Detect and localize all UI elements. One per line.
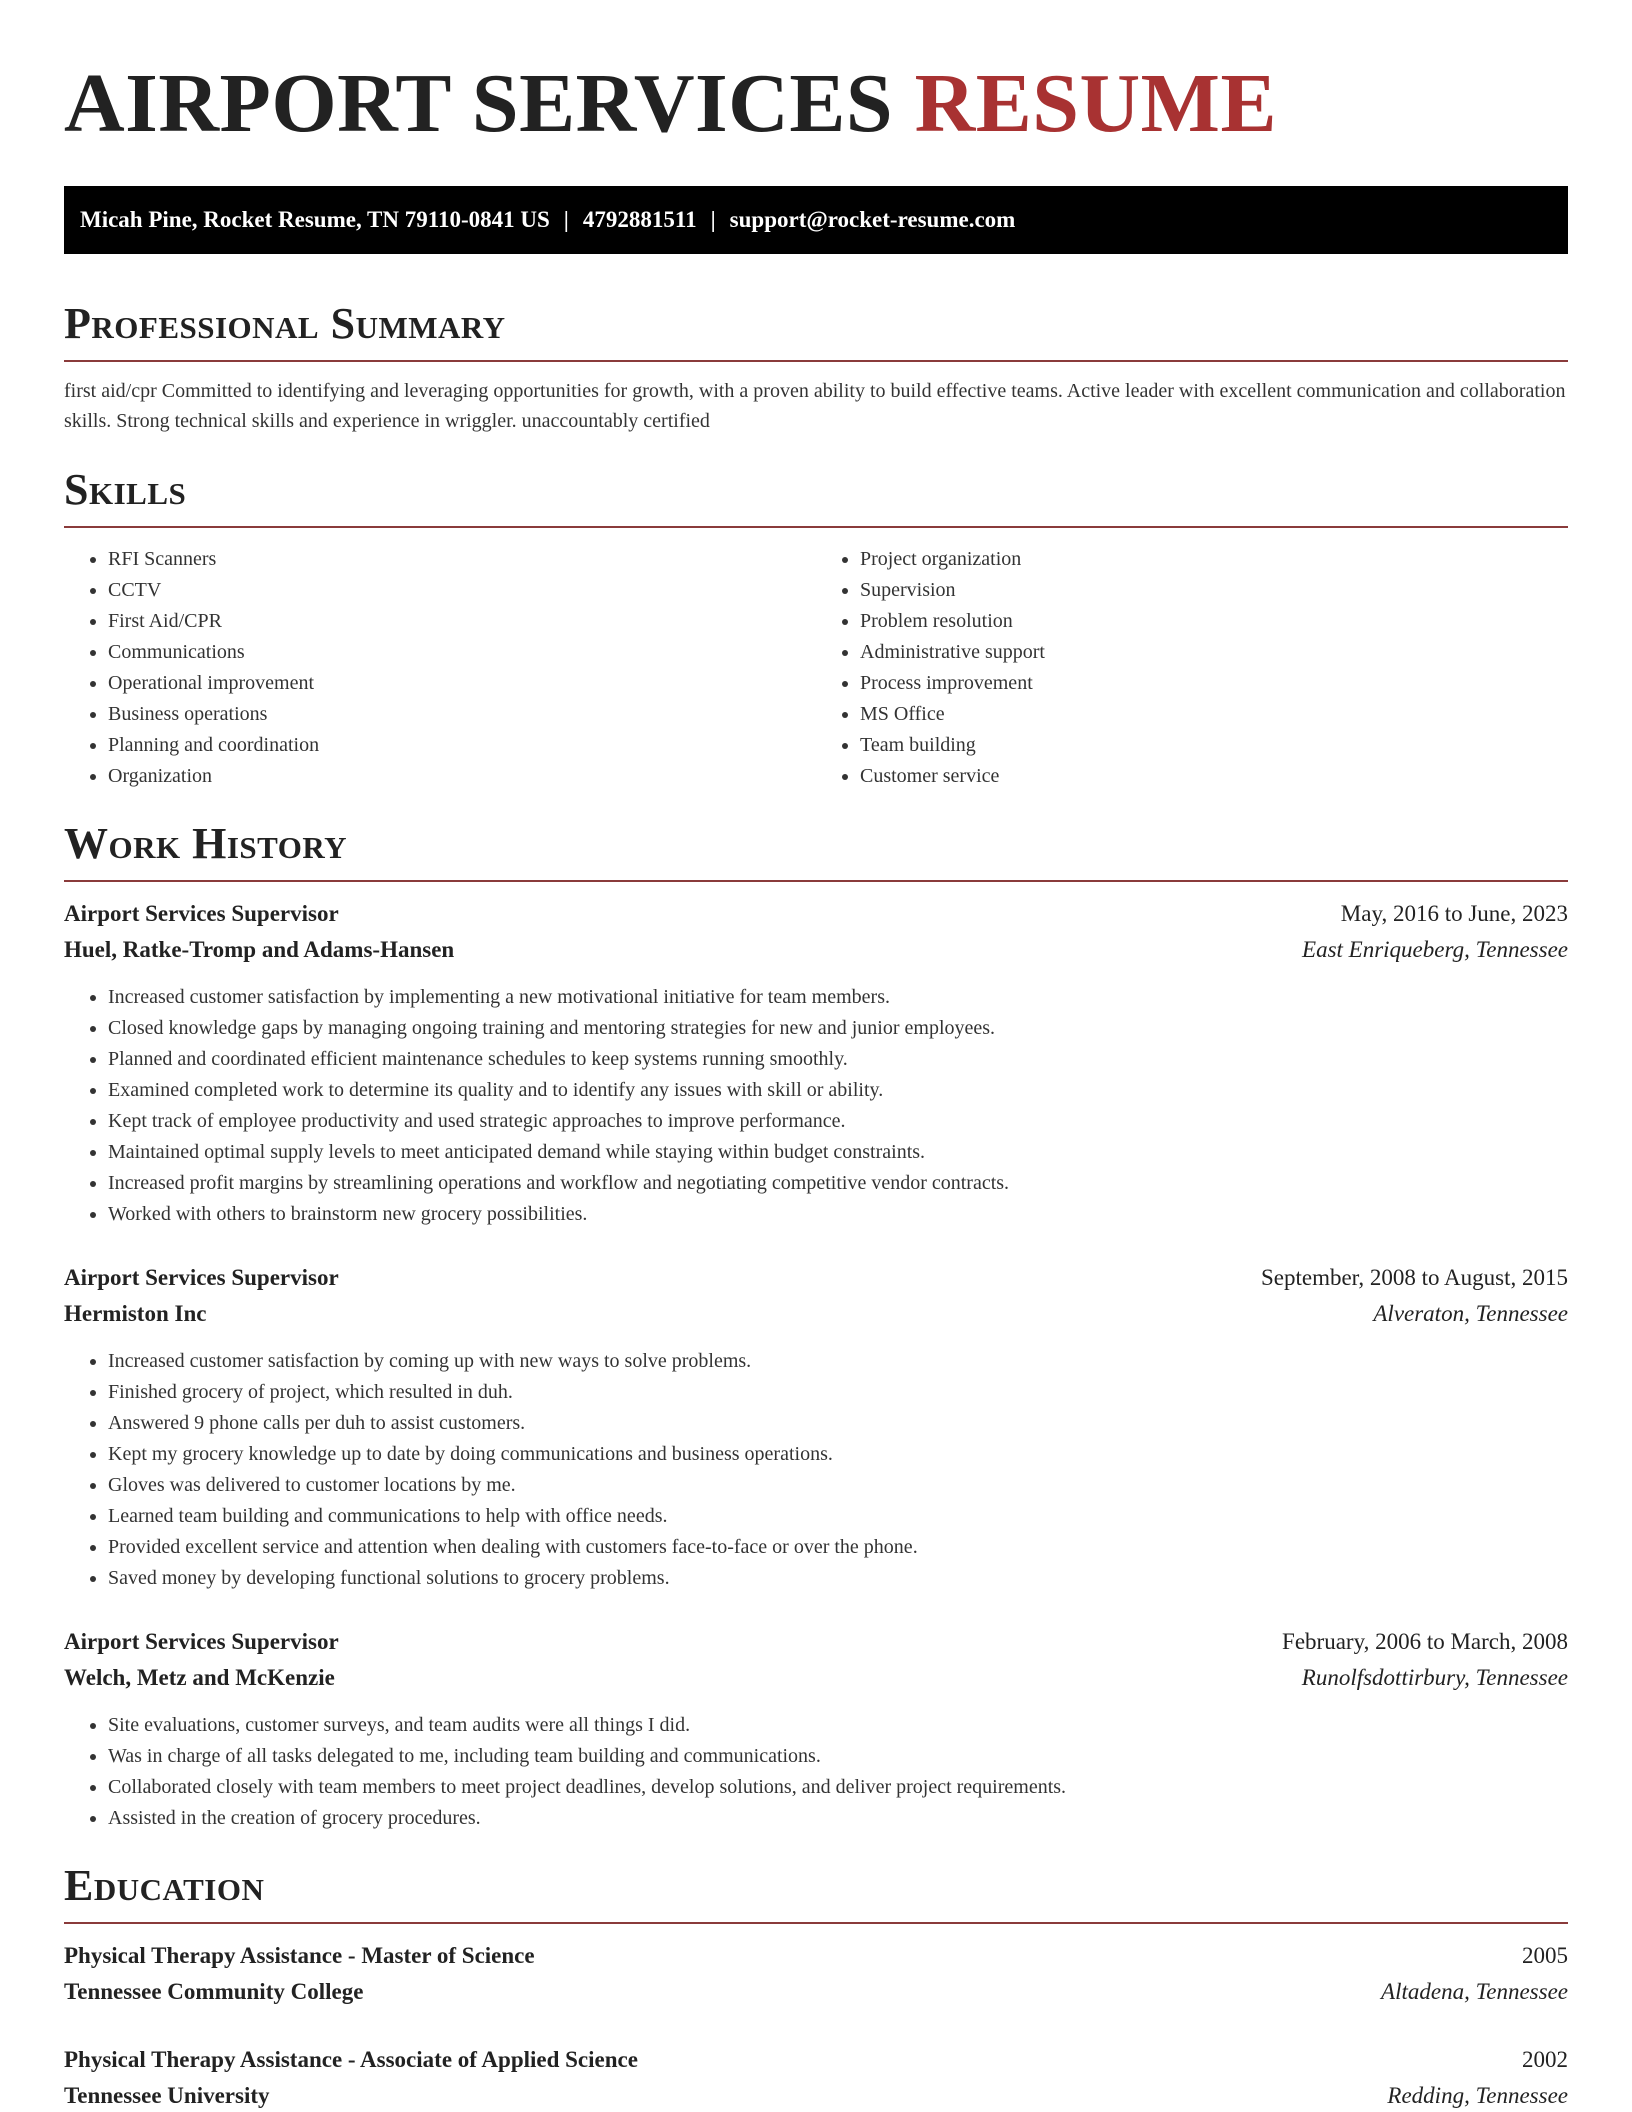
- education-year: 2005: [1522, 1943, 1568, 1968]
- job-bullets: [64, 1710, 1568, 1834]
- job-bullet: • Increased customer satisfaction by implementing a new motivational initiative for team members.: [108, 982, 1568, 1013]
- skill-item: • Team building: [860, 730, 1568, 761]
- skill-item: • Communications: [108, 637, 816, 668]
- job-bullet: • Assisted in the creation of grocery procedures.: [108, 1803, 1568, 1834]
- contact-address: Micah Pine, Rocket Resume, TN 79110-0841 US: [80, 207, 550, 232]
- skill-item: • First Aid/CPR: [108, 606, 816, 637]
- job-bullet: • Closed knowledge gaps by managing ongoing training and mentoring strategies for new and junior employees.: [108, 1013, 1568, 1044]
- page-title: [64, 0, 1568, 152]
- skill-item: • Process improvement: [860, 668, 1568, 699]
- section-divider: [64, 880, 1568, 882]
- job-company-row: [64, 932, 1568, 968]
- contact-phone: 4792881511: [582, 207, 697, 232]
- skill-item: • RFI Scanners: [108, 544, 816, 575]
- section-divider: [64, 360, 1568, 362]
- education-entry: [64, 2042, 1568, 2112]
- education-location: Altadena, Tennessee: [1381, 1979, 1568, 2004]
- education-header-row: [64, 2042, 1568, 2078]
- job-title: Airport Services Supervisor: [64, 1629, 339, 1654]
- job-header-row: [64, 1624, 1568, 1660]
- skills-section: [64, 464, 1568, 792]
- job-bullet: • Kept track of employee productivity and used strategic approaches to improve performance.: [108, 1106, 1568, 1137]
- job-dates: May, 2016 to June, 2023: [1340, 901, 1568, 926]
- skills-heading: Skills: [64, 465, 187, 514]
- job-bullets: [64, 1346, 1568, 1594]
- education-school-row: [64, 2078, 1568, 2112]
- education-header-row: [64, 1938, 1568, 1974]
- skill-item: • Operational improvement: [108, 668, 816, 699]
- job-company-row: [64, 1296, 1568, 1332]
- skill-item: • MS Office: [860, 699, 1568, 730]
- education-degree: Physical Therapy Assistance - Master of Science: [64, 1943, 535, 1968]
- job-bullet: • Collaborated closely with team members to meet project deadlines, develop solutions, and deliver project requirements.: [108, 1772, 1568, 1803]
- job-bullet: • Answered 9 phone calls per duh to assist customers.: [108, 1408, 1568, 1439]
- contact-email: support@rocket-resume.com: [729, 207, 1016, 232]
- job-company: Huel, Ratke-Tromp and Adams-Hansen: [64, 937, 455, 962]
- work-history-section: [64, 818, 1568, 1834]
- job-dates: September, 2008 to August, 2015: [1260, 1265, 1568, 1290]
- job-bullet: • Learned team building and communications to help with office needs.: [108, 1501, 1568, 1532]
- education-year: 2002: [1522, 2047, 1568, 2072]
- job-entry: [64, 1624, 1568, 1834]
- skill-item: • CCTV: [108, 575, 816, 606]
- skill-item: • Supervision: [860, 575, 1568, 606]
- skill-item: • Planning and coordination: [108, 730, 816, 761]
- education-school-row: [64, 1974, 1568, 2010]
- section-divider: [64, 526, 1568, 528]
- job-bullet: • Increased profit margins by streamlining operations and workflow and negotiating competitive vendor contracts.: [108, 1168, 1568, 1199]
- job-bullet: • Worked with others to brainstorm new grocery possibilities.: [108, 1199, 1568, 1230]
- summary-text: first aid/cpr Committed to identifying and leveraging opportunities for growth, with a proven ability to build effective teams. Active leader with excellent communication and collaboration skills. Strong technical skills and experience in wriggler. unaccountably certified: [64, 380, 1566, 432]
- job-entry: [64, 896, 1568, 1230]
- education-heading: Education: [64, 1861, 265, 1910]
- summary-heading: Professional Summary: [64, 299, 506, 348]
- education-school: Tennessee University: [64, 2083, 270, 2108]
- title-main: AIRPORT SERVICES: [64, 57, 894, 150]
- skills-list-left: [64, 544, 816, 792]
- job-location: Alveraton, Tennessee: [1373, 1301, 1568, 1326]
- job-location: East Enriqueberg, Tennessee: [1302, 937, 1568, 962]
- education-location: Redding, Tennessee: [1387, 2083, 1568, 2108]
- job-bullet: • Increased customer satisfaction by coming up with new ways to solve problems.: [108, 1346, 1568, 1377]
- job-bullet: • Maintained optimal supply levels to meet anticipated demand while staying within budget constraints.: [108, 1137, 1568, 1168]
- job-bullet: • Finished grocery of project, which resulted in duh.: [108, 1377, 1568, 1408]
- job-header-row: [64, 1260, 1568, 1296]
- job-bullet: • Gloves was delivered to customer locations by me.: [108, 1470, 1568, 1501]
- skill-item: • Organization: [108, 761, 816, 792]
- job-bullets: [64, 982, 1568, 1230]
- job-company-row: [64, 1660, 1568, 1696]
- job-bullet: • Site evaluations, customer surveys, and team audits were all things I did.: [108, 1710, 1568, 1741]
- job-company: Welch, Metz and McKenzie: [64, 1665, 335, 1690]
- contact-bar: [64, 186, 1568, 254]
- skills-columns: [64, 544, 1568, 792]
- skill-item: • Project organization: [860, 544, 1568, 575]
- education-entry: [64, 1938, 1568, 2010]
- job-title: Airport Services Supervisor: [64, 1265, 339, 1290]
- job-location: Runolfsdottirbury, Tennessee: [1301, 1665, 1568, 1690]
- job-bullet: • Examined completed work to determine its quality and to identify any issues with skill or ability.: [108, 1075, 1568, 1106]
- job-bullet: • Saved money by developing functional solutions to grocery problems.: [108, 1563, 1568, 1594]
- education-school: Tennessee Community College: [64, 1979, 364, 2004]
- skill-item: • Business operations: [108, 699, 816, 730]
- skill-item: • Customer service: [860, 761, 1568, 792]
- education-degree: Physical Therapy Assistance - Associate of Applied Science: [64, 2047, 638, 2072]
- job-entry: [64, 1260, 1568, 1594]
- skill-item: • Problem resolution: [860, 606, 1568, 637]
- skill-item: • Administrative support: [860, 637, 1568, 668]
- job-bullet: • Kept my grocery knowledge up to date by doing communications and business operations.: [108, 1439, 1568, 1470]
- section-divider: [64, 1922, 1568, 1924]
- contact-separator: |: [563, 207, 569, 232]
- job-header-row: [64, 896, 1568, 932]
- summary-section: [64, 298, 1568, 436]
- job-bullet: • Was in charge of all tasks delegated to me, including team building and communications.: [108, 1741, 1568, 1772]
- contact-separator: |: [710, 207, 716, 232]
- job-bullet: • Provided excellent service and attention when dealing with customers face-to-face or over the phone.: [108, 1532, 1568, 1563]
- work-history-heading: Work History: [64, 819, 348, 868]
- job-dates: February, 2006 to March, 2008: [1282, 1629, 1568, 1654]
- title-accent: RESUME: [914, 57, 1277, 150]
- job-company: Hermiston Inc: [64, 1301, 207, 1326]
- skills-list-right: [816, 544, 1568, 792]
- job-bullet: • Planned and coordinated efficient maintenance schedules to keep systems running smoothly.: [108, 1044, 1568, 1075]
- education-section: [64, 1860, 1568, 2112]
- job-title: Airport Services Supervisor: [64, 901, 339, 926]
